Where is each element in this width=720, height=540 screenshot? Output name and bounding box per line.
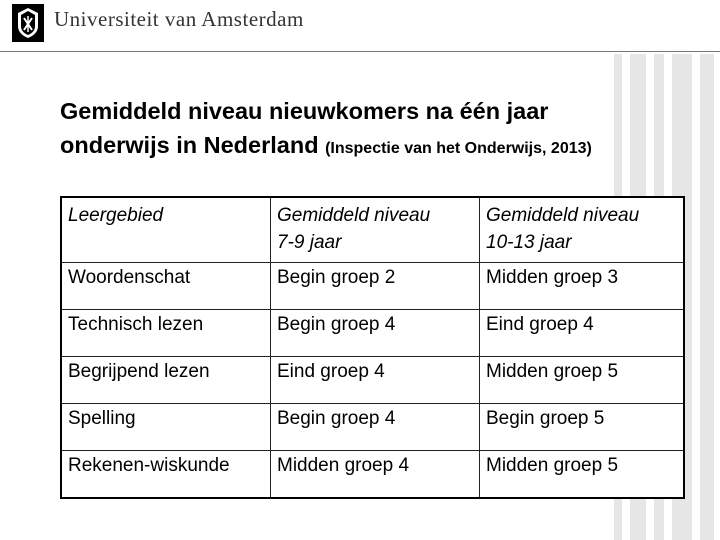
cell-level-7-9: Begin groep 2 [271, 263, 480, 310]
table-row [61, 310, 684, 357]
levels-table [60, 196, 685, 499]
cell-subject: Woordenschat [61, 263, 271, 310]
cell-subject: Spelling [61, 404, 271, 451]
title-line-1: Gemiddeld niveau nieuwkomers na één jaar [60, 98, 549, 124]
table-row [61, 263, 684, 310]
header [0, 0, 720, 50]
cell-level-7-9: Eind groep 4 [271, 357, 480, 404]
header-cell-10-13 [480, 197, 685, 263]
header-divider [0, 51, 720, 52]
table-header-row [61, 197, 684, 263]
title-line-2 [60, 128, 710, 166]
cell-level-10-13: Midden groep 5 [480, 357, 685, 404]
header-cell-leergebied: Leergebied [61, 197, 271, 263]
title-line-2-text: onderwijs in Nederland [60, 132, 319, 158]
header-cell-7-9-line1: Gemiddeld niveau [277, 205, 431, 226]
header-cell-7-9 [271, 197, 480, 263]
cell-subject: Rekenen-wiskunde [61, 451, 271, 499]
cell-subject: Begrijpend lezen [61, 357, 271, 404]
institution-name: Universiteit van Amsterdam [54, 7, 304, 31]
cell-level-10-13: Midden groep 5 [480, 451, 685, 499]
title-source: (Inspectie van het Onderwijs, 2013) [325, 140, 592, 157]
cell-subject: Technisch lezen [61, 310, 271, 357]
cell-level-10-13: Begin groep 5 [480, 404, 685, 451]
cell-level-7-9: Begin groep 4 [271, 310, 480, 357]
cell-level-7-9: Begin groep 4 [271, 404, 480, 451]
table-row [61, 404, 684, 451]
table-row [61, 451, 684, 499]
cell-level-10-13: Eind groep 4 [480, 310, 685, 357]
header-cell-7-9-line2: 7-9 jaar [277, 232, 342, 253]
cell-level-10-13: Midden groep 3 [480, 263, 685, 310]
cell-level-7-9: Midden groep 4 [271, 451, 480, 499]
uva-crest-icon [12, 4, 44, 42]
table-row [61, 357, 684, 404]
slide-title [60, 94, 710, 166]
header-cell-10-13-line1: Gemiddeld niveau [486, 205, 640, 226]
header-cell-10-13-line2: 10-13 jaar [486, 232, 572, 253]
